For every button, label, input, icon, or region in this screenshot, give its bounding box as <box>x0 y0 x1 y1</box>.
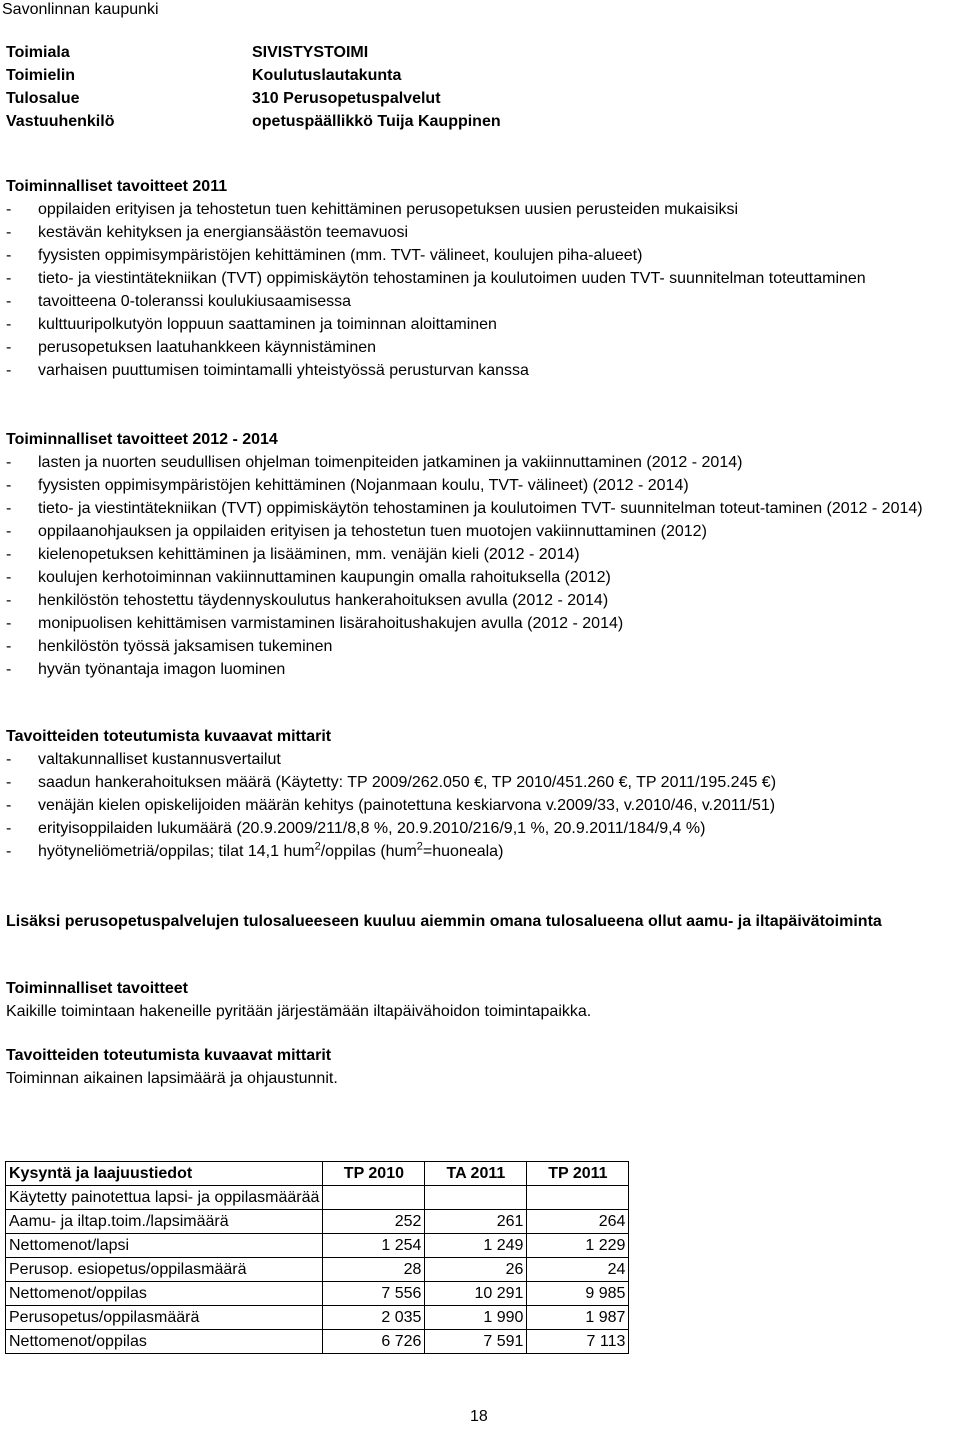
meta-value: 310 Perusopetuspalvelut <box>252 90 441 107</box>
goals-2011-section <box>6 176 956 382</box>
list-item: - kulttuuripolkutyön loppuun saattaminen ja toiminnan aloittaminen <box>6 313 956 336</box>
list-item: - oppilaiden erityisen ja tehostetun tuen kehittäminen perusopetuksen uusien perusteiden mukaisiksi <box>6 198 956 221</box>
table-header-row <box>6 1162 629 1186</box>
ilta-indicators-text: Toiminnan aikainen lapsimäärä ja ohjaustunnit. <box>6 1070 338 1087</box>
meta-key: Vastuuhenkilö <box>6 113 115 130</box>
table-cell: 28 <box>323 1258 425 1282</box>
indicators-heading: Tavoitteiden toteutumista kuvaavat mittarit <box>6 728 332 745</box>
list-item: - tieto- ja viestintätekniikan (TVT) oppimiskäytön tehostaminen ja koulutoimen TVT- suunnitelman toteut-taminen (2012 - 2014) <box>6 497 956 520</box>
list-item: - henkilöstön työssä jaksamisen tukeminen <box>6 635 956 658</box>
table-row <box>6 1210 629 1234</box>
list-item: - valtakunnalliset kustannusvertailut <box>6 748 956 771</box>
meta-row <box>6 111 501 134</box>
ilta-goals-heading: Toiminnalliset tavoitteet <box>6 980 188 997</box>
list-item: - tavoitteena 0-toleranssi koulukiusaamisessa <box>6 290 956 313</box>
table-cell <box>323 1186 425 1210</box>
meta-value: SIVISTYSTOIMI <box>252 44 369 61</box>
table-cell: Nettomenot/oppilas <box>6 1282 323 1306</box>
table-cell: 9 985 <box>527 1282 629 1306</box>
ilta-goals-text: Kaikille toimintaan hakeneille pyritään järjestämään iltapäivähoidon toimintapaikka. <box>6 1003 592 1020</box>
meta-value: opetuspäällikkö Tuija Kauppinen <box>252 113 501 130</box>
indicator-text: hyötyneliömetriä/oppilas; tilat 14,1 hum <box>38 843 315 860</box>
goals-2011-list <box>6 198 956 382</box>
page-number: 18 <box>470 1408 488 1425</box>
table-row <box>6 1330 629 1354</box>
table-cell: 6 726 <box>323 1330 425 1354</box>
table-header-cell: Kysyntä ja laajuustiedot <box>6 1162 323 1186</box>
ilta-section <box>6 910 956 933</box>
list-item: - fyysisten oppimisympäristöjen kehittäminen (mm. TVT- välineet, koulujen piha-alueet) <box>6 244 956 267</box>
meta-row <box>6 65 501 88</box>
list-item: - kielenopetuksen kehittäminen ja lisääminen, mm. venäjän kieli (2012 - 2014) <box>6 543 956 566</box>
table-cell: 24 <box>527 1258 629 1282</box>
table-cell: Aamu- ja iltap.toim./lapsimäärä <box>6 1210 323 1234</box>
indicator-text: =huoneala) <box>422 843 504 860</box>
goals-2012-list <box>6 451 956 681</box>
table-header-cell: TP 2011 <box>527 1162 629 1186</box>
list-item: - lasten ja nuorten seudullisen ohjelman toimenpiteiden jatkaminen ja vakiinnuttaminen (2012 - 2014) <box>6 451 956 474</box>
superscript: 2 <box>314 840 321 853</box>
table-row <box>6 1306 629 1330</box>
table-cell: 7 591 <box>425 1330 527 1354</box>
goals-2011-heading: Toiminnalliset tavoitteet 2011 <box>6 178 228 195</box>
list-item: - erityisoppilaiden lukumäärä (20.9.2009/211/8,8 %, 20.9.2010/216/9,1 %, 20.9.2011/184/9,4 %) <box>6 817 956 840</box>
table-cell: 1 987 <box>527 1306 629 1330</box>
goals-2012-section <box>6 429 956 681</box>
table-header-cell: TA 2011 <box>425 1162 527 1186</box>
list-item: - oppilaanohjauksen ja oppilaiden erityisen ja tehostetun tuen muotojen vakiinnuttaminen (2012) <box>6 520 956 543</box>
table-row <box>6 1258 629 1282</box>
table-cell: 7 556 <box>323 1282 425 1306</box>
ilta-goals-section <box>6 978 956 1023</box>
list-item: - fyysisten oppimisympäristöjen kehittäminen (Nojanmaan koulu, TVT- välineet) (2012 - 2014) <box>6 474 956 497</box>
table-cell: 2 035 <box>323 1306 425 1330</box>
meta-value: Koulutuslautakunta <box>252 67 402 84</box>
meta-block <box>6 42 501 134</box>
indicators-section <box>6 726 956 863</box>
table-cell: Nettomenot/lapsi <box>6 1234 323 1258</box>
table-cell: 261 <box>425 1210 527 1234</box>
table-cell <box>425 1186 527 1210</box>
table-cell: 10 291 <box>425 1282 527 1306</box>
table-row <box>6 1234 629 1258</box>
list-item: - perusopetuksen laatuhankkeen käynnistäminen <box>6 336 956 359</box>
list-item: - henkilöstön tehostettu täydennyskoulutus hankerahoituksen avulla (2012 - 2014) <box>6 589 956 612</box>
ilta-indicators-heading: Tavoitteiden toteutumista kuvaavat mittarit <box>6 1047 332 1064</box>
list-item <box>6 840 956 863</box>
list-item: - saadun hankerahoituksen määrä (Käytetty: TP 2009/262.050 €, TP 2010/451.260 €, TP 2011/195.245 €) <box>6 771 956 794</box>
list-item: - tieto- ja viestintätekniikan (TVT) oppimiskäytön tehostaminen ja koulutoimen uuden TVT- suunnitelman toteuttaminen <box>6 267 956 290</box>
list-item: - venäjän kielen opiskelijoiden määrän kehitys (painotettuna keskiarvona v.2009/33, v.2010/46, v.2011/51) <box>6 794 956 817</box>
table-cell: Nettomenot/oppilas <box>6 1330 323 1354</box>
list-item: - varhaisen puuttumisen toimintamalli yhteistyössä perusturvan kanssa <box>6 359 956 382</box>
demand-table <box>5 1161 629 1354</box>
indicators-list <box>6 748 956 863</box>
table-cell: 7 113 <box>527 1330 629 1354</box>
meta-key: Toimiala <box>6 44 70 61</box>
table-cell: 264 <box>527 1210 629 1234</box>
table-cell: Perusopetus/oppilasmäärä <box>6 1306 323 1330</box>
list-item: - hyvän työnantaja imagon luominen <box>6 658 956 681</box>
table-header-cell: TP 2010 <box>323 1162 425 1186</box>
table-cell: 1 254 <box>323 1234 425 1258</box>
table-cell: Käytetty painotettua lapsi- ja oppilasmäärää <box>6 1186 323 1210</box>
ilta-heading: Lisäksi perusopetuspalvelujen tulosalueeseen kuuluu aiemmin omana tulosalueena ollut aamu- ja iltapäivätoiminta <box>6 913 882 930</box>
indicator-text: /oppilas (hum <box>320 843 417 860</box>
table-row <box>6 1186 629 1210</box>
superscript: 2 <box>416 840 423 853</box>
meta-key: Toimielin <box>6 67 76 84</box>
meta-key: Tulosalue <box>6 90 80 107</box>
meta-row <box>6 88 501 111</box>
table-cell: Perusop. esiopetus/oppilasmäärä <box>6 1258 323 1282</box>
list-item: - koulujen kerhotoiminnan vakiinnuttaminen kaupungin omalla rahoituksella (2012) <box>6 566 956 589</box>
list-item: - monipuolisen kehittämisen varmistaminen lisärahoitushakujen avulla (2012 - 2014) <box>6 612 956 635</box>
table-cell: 252 <box>323 1210 425 1234</box>
table-cell: 26 <box>425 1258 527 1282</box>
goals-2012-heading: Toiminnalliset tavoitteet 2012 - 2014 <box>6 431 278 448</box>
municipality-name: Savonlinnan kaupunki <box>2 1 159 18</box>
list-item: - kestävän kehityksen ja energiansäästön teemavuosi <box>6 221 956 244</box>
ilta-indicators-section <box>6 1045 956 1090</box>
table-cell: 1 990 <box>425 1306 527 1330</box>
table-row <box>6 1282 629 1306</box>
meta-row <box>6 42 501 65</box>
table-cell <box>527 1186 629 1210</box>
table-cell: 1 249 <box>425 1234 527 1258</box>
table-cell: 1 229 <box>527 1234 629 1258</box>
